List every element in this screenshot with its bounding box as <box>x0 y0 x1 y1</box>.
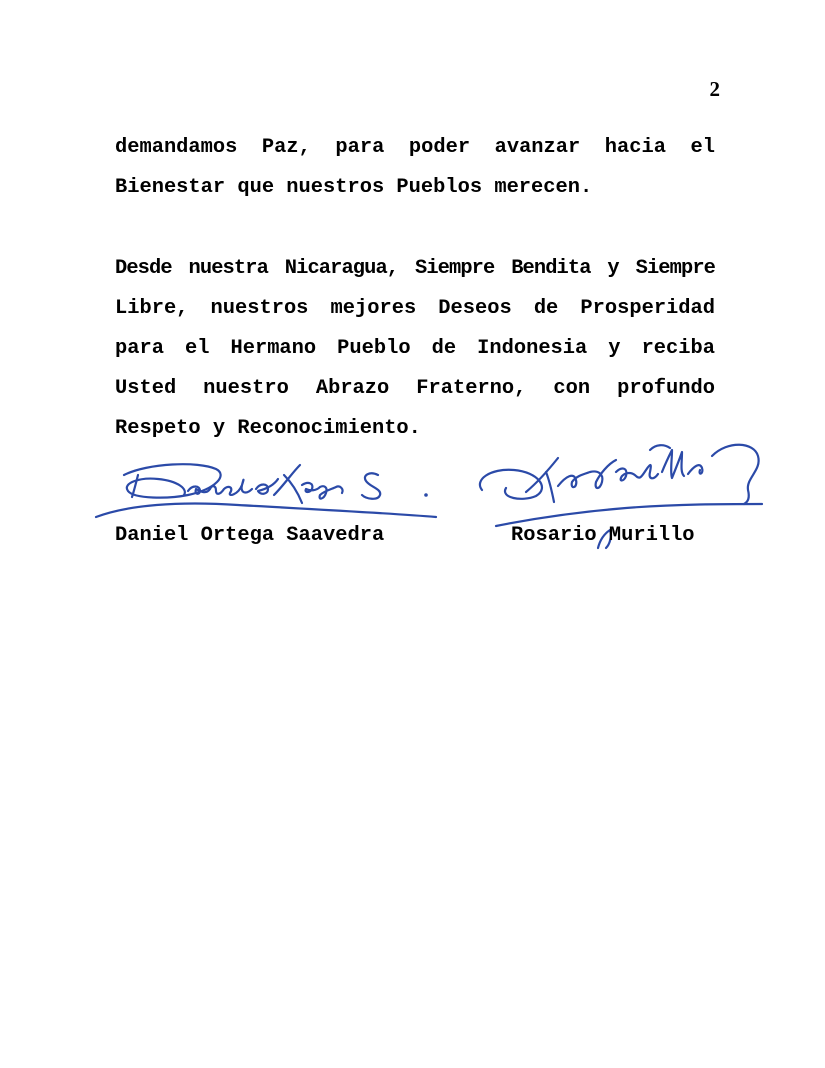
body-paragraph-1 <box>115 135 715 215</box>
text-line: Respeto y Reconocimiento. <box>115 417 421 440</box>
body-paragraph-2 <box>115 256 715 456</box>
text-line: Bienestar que nuestros Pueblos merecen. <box>115 176 593 199</box>
signature-ortega <box>88 455 448 530</box>
signer-name-murillo: Rosario Murillo <box>511 524 695 547</box>
text-line: Libre, nuestros mejores Deseos de Prosperidad <box>115 297 715 320</box>
text-line: Desde nuestra Nicaragua, Siempre Bendita y Siempre <box>115 257 715 280</box>
page-number: 2 <box>709 77 720 101</box>
signer-name-ortega: Daniel Ortega Saavedra <box>115 524 385 547</box>
text-line: para el Hermano Pueblo de Indonesia y reciba <box>115 337 715 360</box>
text-line: Usted nuestro Abrazo Fraterno, con profundo <box>115 377 715 400</box>
text-line: demandamos Paz, para poder avanzar hacia el <box>115 136 715 159</box>
